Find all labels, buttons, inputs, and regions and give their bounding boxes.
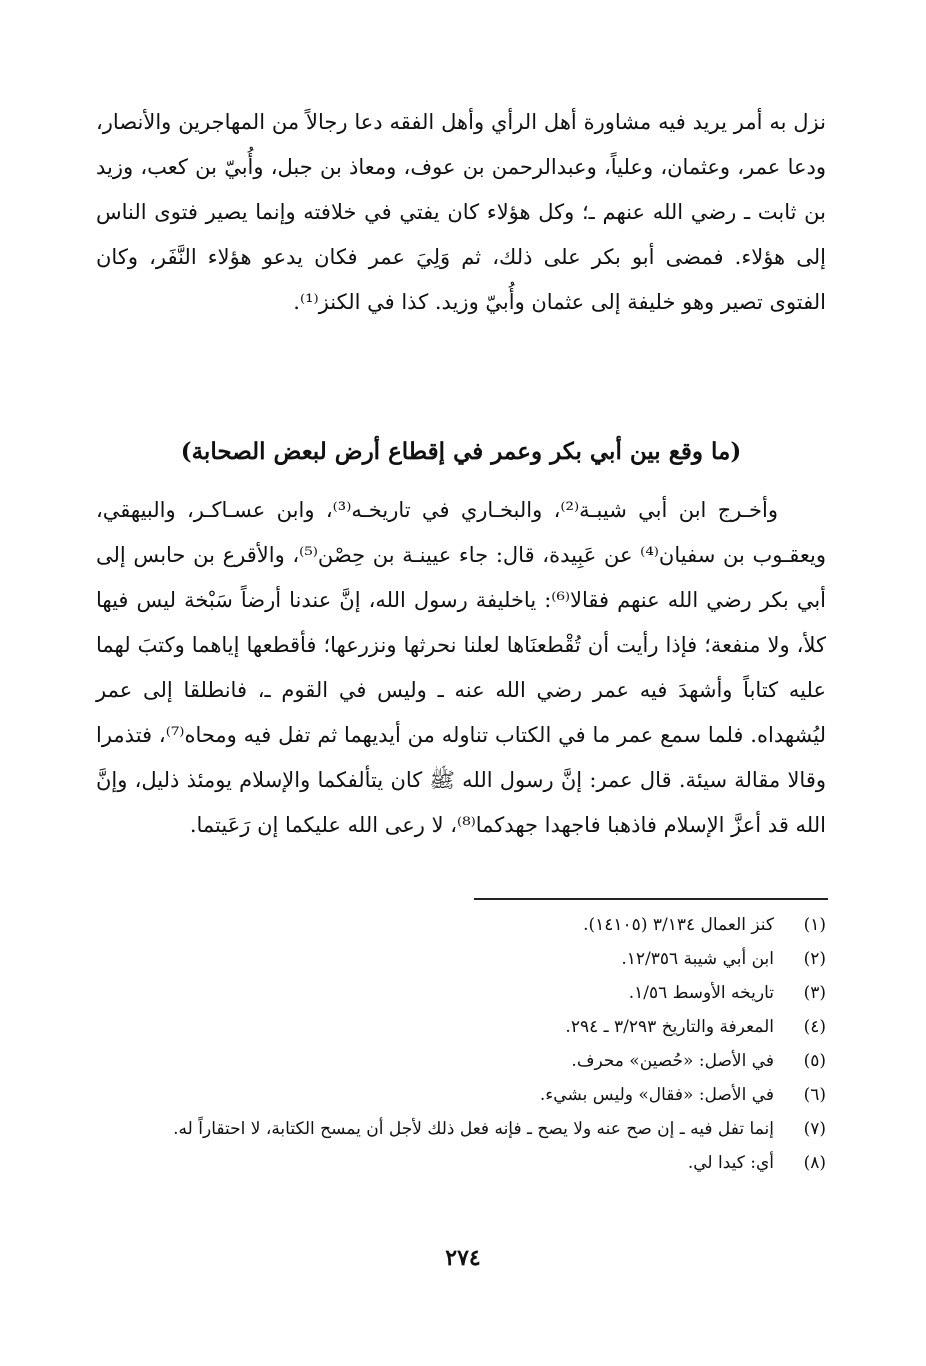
footnote-item [100, 978, 826, 1009]
footnote-text: ابن أبي شيبة ١٢/٣٥٦. [621, 949, 774, 969]
body-paragraph-2: وأخـرج ابن أبي شيبـة⁽²⁾، والبخـاري في تاريخـه⁽³⁾، وابن عسـاكـر، والبيهقي، ويعقـوب بن سفيان⁽⁴⁾ عن عَبِيدة، قال: جاء عيينـة بن حِصْن⁽⁵⁾، والأقرع بن حابس إلى أبي بكر رضي الله عنهم فقالا⁽⁶⁾: ياخليفة رسول الله، إنَّ عندنا أرضاً سَبْخة ليس فيها كلأ، ولا منفعة؛ فإذا رأيت أن تُقْطعنَاها لعلنا نحرثها ونزرعها؛ فأقطعها إياهما وكتبَ لهما عليه كتاباً وأشهدَ فيه عمر رضي الله عنه ـ وليس في القوم ـ، فانطلقا إلى عمر ليُشهداه. فلما سمع عمر ما في الكتاب تناوله من أيديهما ثم تفل فيه ومحاه⁽⁷⁾، فتذمرا وقالا مقالة سيئة. قال عمر: إنَّ رسول الله ﷺ كان يتألفكما والإسلام يومئذ ذليل، وإنَّ الله قد أعزَّ الإسلام فاذهبا فاجهدا جهدكما⁽⁸⁾، لا رعى الله عليكما إن رَعَيتما. [96, 498, 826, 837]
footnote-number: (٨) [803, 1153, 826, 1173]
footnote-text: أي: كيدا لي. [687, 1153, 774, 1173]
footnote-number: (٧) [803, 1119, 826, 1139]
footnote-number: (٤) [803, 1017, 826, 1037]
footnote-number: (١) [803, 915, 826, 935]
footnote-item [100, 910, 826, 941]
footnote-separator [474, 898, 828, 900]
footnote-item [100, 1148, 826, 1179]
footnote-text: إنما تفل فيه ـ إن صح عنه ولا يصح ـ فإنه فعل ذلك لأجل أن يمسح الكتابة، لا احتقاراً له. [173, 1119, 774, 1139]
footnotes-list [100, 910, 826, 1182]
footnote-text: في الأصل: «حُصين» محرف. [571, 1051, 774, 1071]
section-heading: (ما وقع بين أبي بكر وعمر في إقطاع أرض لبعض الصحابة) [180, 438, 742, 465]
footnote-number: (٥) [803, 1051, 826, 1071]
footnote-text: في الأصل: «فقال» وليس بشيء. [539, 1085, 774, 1105]
footnote-item [100, 1012, 826, 1043]
footnote-text: تاريخه الأوسط ١/٥٦. [628, 983, 774, 1003]
footnote-text: كنز العمال ٣/١٣٤ (١٤١٠٥). [583, 915, 774, 935]
footnote-item [100, 1114, 826, 1145]
footnote-item [100, 1046, 826, 1077]
footnote-item [100, 944, 826, 975]
footnote-text: المعرفة والتاريخ ٣/٢٩٣ ـ ٢٩٤. [565, 1017, 774, 1037]
page-number: ٢٧٤ [445, 1245, 481, 1271]
body-paragraph-1: نزل به أمر يريد فيه مشاورة أهل الرأي وأهل الفقه دعا رجالاً من المهاجرين والأنصار، ودعا عمر، وعثمان، وعلياً، وعبدالرحمن بن عوف، ومعاذ بن جبل، وأُبيّ بن كعب، وزيد بن ثابت ـ رضي الله عنهم ـ؛ وكل هؤلاء كان يفتي في خلافته وإنما يصير فتوى الناس إلى هؤلاء. فمضى أبو بكر على ذلك، ثم وَلِيَ عمر فكان يدعو هؤلاء النَّفَر، وكان الفتوى تصير وهو خليفة إلى عثمان وأُبيّ وزيد. كذا في الكنز⁽¹⁾. [96, 110, 826, 314]
footnote-number: (٦) [803, 1085, 826, 1105]
footnote-number: (٣) [803, 983, 826, 1003]
footnote-number: (٢) [803, 949, 826, 969]
footnote-item [100, 1080, 826, 1111]
